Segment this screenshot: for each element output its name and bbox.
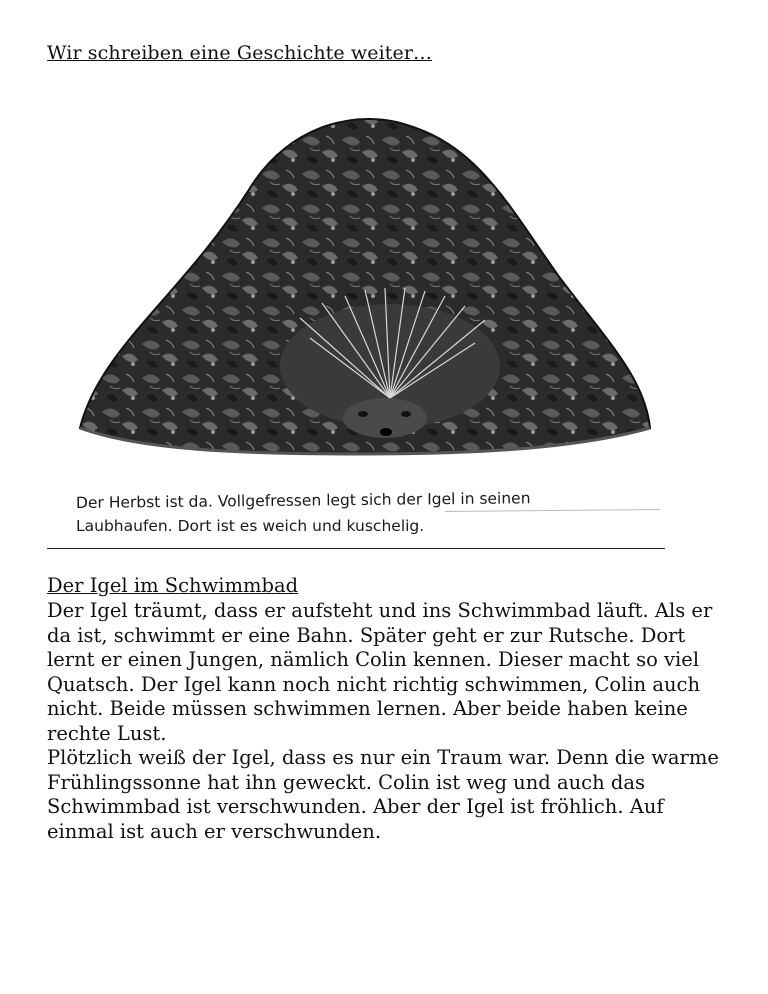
story-title: Der Igel im Schwimmbad <box>47 574 299 597</box>
hedgehog-illustration <box>60 98 660 458</box>
horizontal-divider <box>47 548 665 549</box>
story-paragraph-2: Plötzlich weiß der Igel, dass es nur ein Traum war. Denn die warme Frühlingssonne hat ihn geweckt. Colin ist weg und auch das Schwimmbad ist verschwunden. Aber der Igel ist fröhlich. Auf einmal ist auch er verschwunden. <box>47 746 719 843</box>
story-body <box>47 599 727 844</box>
illustration-caption <box>75 489 656 538</box>
story-paragraph-1: Der Igel träumt, dass er aufsteht und ins Schwimmbad läuft. Als er da ist, schwimmt er eine Bahn. Später geht er zur Rutsche. Dort lernt er einen Jungen, nämlich Colin kennen. Dieser macht so viel Quatsch. Der Igel kann noch nicht richtig schwimmen, Colin auch nicht. Beide müssen schwimmen lernen. Aber beide haben keine rechte Lust. <box>47 599 713 745</box>
caption-line-2: Laubhaufen. Dort ist es weich und kuschelig. <box>76 517 425 535</box>
page-heading: Wir schreiben eine Geschichte weiter… <box>47 42 433 64</box>
caption-line-1: Der Herbst ist da. Vollgefressen legt sich der Igel in seinen <box>75 489 531 512</box>
